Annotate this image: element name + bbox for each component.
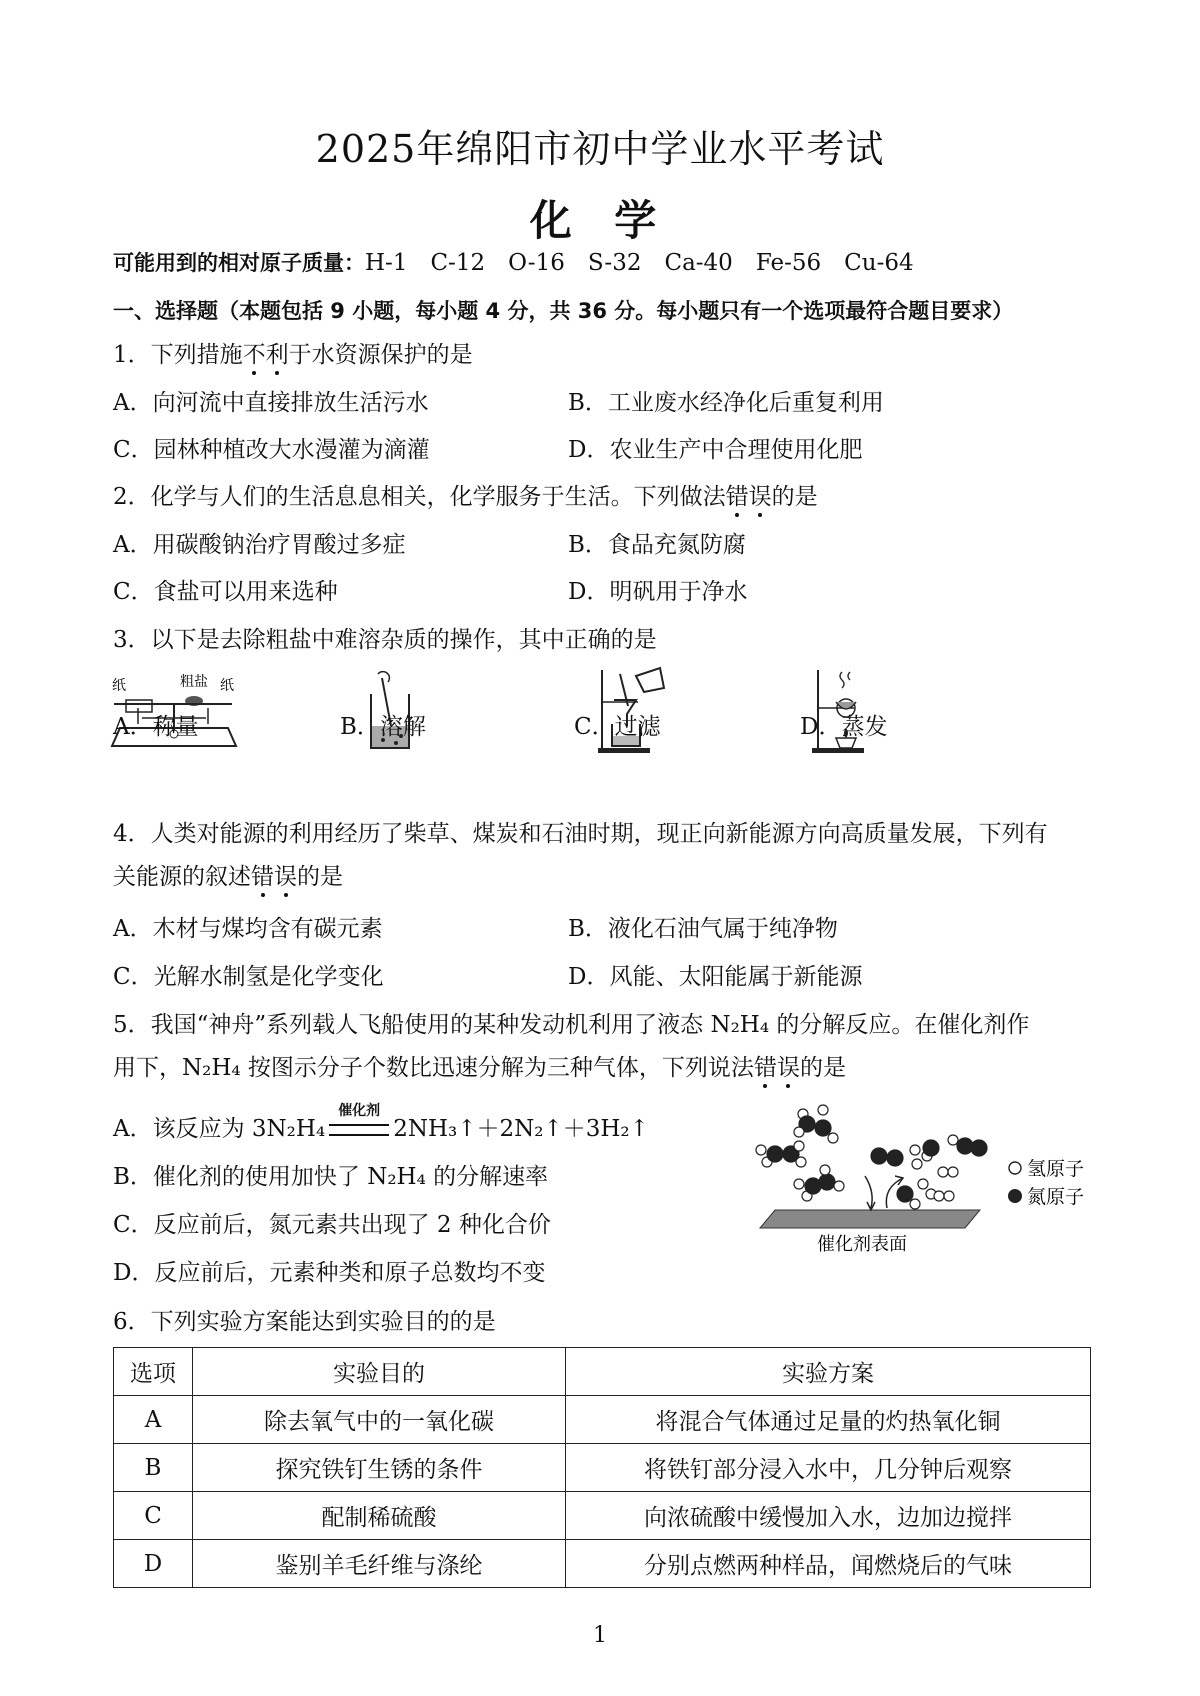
cell-plan: 将混合气体通过足量的灼热氧化铜: [566, 1396, 1091, 1444]
q1-option-d: D．农业生产中合理使用化肥: [568, 437, 863, 463]
subject-title: 化 学: [529, 196, 671, 245]
surface-label: 催化剂表面: [817, 1234, 907, 1255]
q5-stem-line1: 5．我国“神舟”系列载人飞船使用的某种发动机利用了液态 N₂H₄ 的分解反应。在催化剂作: [113, 1012, 1030, 1038]
q1-option-b: B．工业废水经净化后重复利用: [568, 390, 884, 416]
q5-option-b: B．催化剂的使用加快了 N₂H₄ 的分解速率: [113, 1164, 549, 1190]
table-row: [114, 1396, 1091, 1444]
q1-stem-text: 于水资源保护的是: [288, 342, 473, 368]
atomic-mass-values: H-1 C-12 O-16 S-32 Ca-40 Fe-56 Cu-64: [365, 250, 914, 276]
cell-plan: 将铁钉部分浸入水中，几分钟后观察: [566, 1444, 1091, 1492]
q2-option-c: C．食盐可以用来选种: [113, 579, 338, 605]
atomic-mass-line: [113, 248, 914, 278]
q1-option-c: C．园林种植改大水漫灌为滴灌: [113, 437, 430, 463]
cell-purpose: 除去氧气中的一氧化碳: [193, 1396, 566, 1444]
q5-stem-text: 用下，N₂H₄ 按图示分子个数比迅速分解为三种气体，下列说法: [113, 1055, 754, 1081]
hydrogen-atom-icon: [1009, 1162, 1021, 1174]
header-purpose: 实验目的: [193, 1348, 566, 1396]
q5-stem-text: 的是: [799, 1055, 846, 1081]
q2-emphasis: 误: [748, 484, 772, 510]
salt-label: 粗盐: [180, 674, 208, 690]
paper-left-label: 纸: [112, 678, 126, 694]
q4-emphasis: 错: [251, 864, 274, 890]
decomposition-diagram: [755, 1100, 1095, 1255]
cell-option: C: [114, 1492, 193, 1540]
q5-option-a: [113, 1103, 649, 1145]
q2-stem-text: 2．化学与人们的生活息息相关，化学服务于生活。下列做法: [113, 484, 726, 510]
q3-option-a: A．称量: [113, 714, 199, 740]
q4-option-a: A．木材与煤均含有碳元素: [113, 916, 383, 942]
header-plan: 实验方案: [566, 1348, 1091, 1396]
cell-plan: 向浓硫酸中缓慢加入水，边加边搅拌: [566, 1492, 1091, 1540]
q1-emphasis: 利: [265, 342, 289, 368]
table-row: [114, 1492, 1091, 1540]
q4-option-b: B．液化石油气属于纯净物: [568, 916, 838, 942]
q2-emphasis: 错: [725, 484, 749, 510]
q2-stem-text: 的是: [771, 484, 818, 510]
q2-option-d: D．明矾用于净水: [568, 579, 748, 605]
catalyst-surface: [760, 1210, 980, 1228]
header-option: 选项: [114, 1348, 193, 1396]
legend-nitrogen: 氮原子: [1027, 1186, 1085, 1208]
q3-option-c: C．过滤: [574, 714, 661, 740]
q5-emphasis: 误: [776, 1055, 800, 1081]
q4-stem-line1: 4．人类对能源的利用经历了柴草、煤炭和石油时期，现正向新能源方向高质量发展，下列有: [113, 821, 1048, 847]
page-number: 1: [593, 1623, 607, 1648]
q4-stem-line2: [113, 862, 343, 892]
cell-purpose: 鉴别羊毛纤维与涤纶: [193, 1540, 566, 1588]
q3-stem: 3．以下是去除粗盐中难溶杂质的操作，其中正确的是: [113, 627, 657, 653]
q4-option-d: D．风能、太阳能属于新能源: [568, 964, 863, 990]
legend-hydrogen: 氢原子: [1027, 1158, 1085, 1180]
table-header-row: [114, 1348, 1091, 1396]
q4-option-c: C．光解水制氢是化学变化: [113, 964, 384, 990]
table-row: [114, 1444, 1091, 1492]
q3-option-b: B．溶解: [340, 714, 426, 740]
cell-purpose: 配制稀硫酸: [193, 1492, 566, 1540]
cell-plan: 分别点燃两种样品，闻燃烧后的气味: [566, 1540, 1091, 1588]
q3-option-d: D．蒸发: [800, 714, 888, 740]
cell-option: D: [114, 1540, 193, 1588]
q2-stem: [113, 482, 818, 512]
cell-purpose: 探究铁钉生锈的条件: [193, 1444, 566, 1492]
q5-option-d: D．反应前后，元素种类和原子总数均不变: [113, 1260, 546, 1286]
cell-option: A: [114, 1396, 193, 1444]
q6-stem: 6．下列实验方案能达到实验目的的是: [113, 1309, 496, 1335]
nitrogen-atom-icon: [1008, 1189, 1022, 1203]
q1-emphasis: 不: [242, 342, 266, 368]
q1-stem-text: 1．下列措施: [113, 342, 243, 368]
q2-option-a: A．用碳酸钠治疗胃酸过多症: [113, 532, 406, 558]
atomic-mass-label: 可能用到的相对原子质量：: [113, 251, 365, 275]
q1-option-a: A．向河流中直接排放生活污水: [113, 390, 429, 416]
catalyst-arrow: [329, 1103, 389, 1145]
exam-title: 2025年绵阳市初中学业水平考试: [315, 127, 885, 171]
table-row: [114, 1540, 1091, 1588]
cell-option: B: [114, 1444, 193, 1492]
section-heading: 一、选择题（本题包括 9 小题，每小题 4 分，共 36 分。每小题只有一个选项最符合题目要求）: [113, 299, 1014, 323]
q1-stem: [113, 340, 473, 370]
catalyst-label: 催化剂: [338, 1103, 381, 1119]
q5-stem-line2: [113, 1053, 846, 1083]
q5-emphasis: 错: [753, 1055, 777, 1081]
q4-stem-text: 关能源的叙述: [113, 864, 251, 890]
q5-option-c: C．反应前后，氮元素共出现了 2 种化合价: [113, 1212, 551, 1238]
paper-right-label: 纸: [220, 678, 234, 694]
experiment-table: [113, 1347, 1091, 1588]
q5-equation-products: 2NH₃↑＋2N₂↑＋3H₂↑: [393, 1116, 649, 1142]
q4-stem-text: 的是: [297, 864, 343, 890]
q2-option-b: B．食品充氮防腐: [568, 532, 746, 558]
q5-equation-reactant: A．该反应为 3N₂H₄: [113, 1116, 326, 1142]
q4-emphasis: 误: [274, 864, 297, 890]
